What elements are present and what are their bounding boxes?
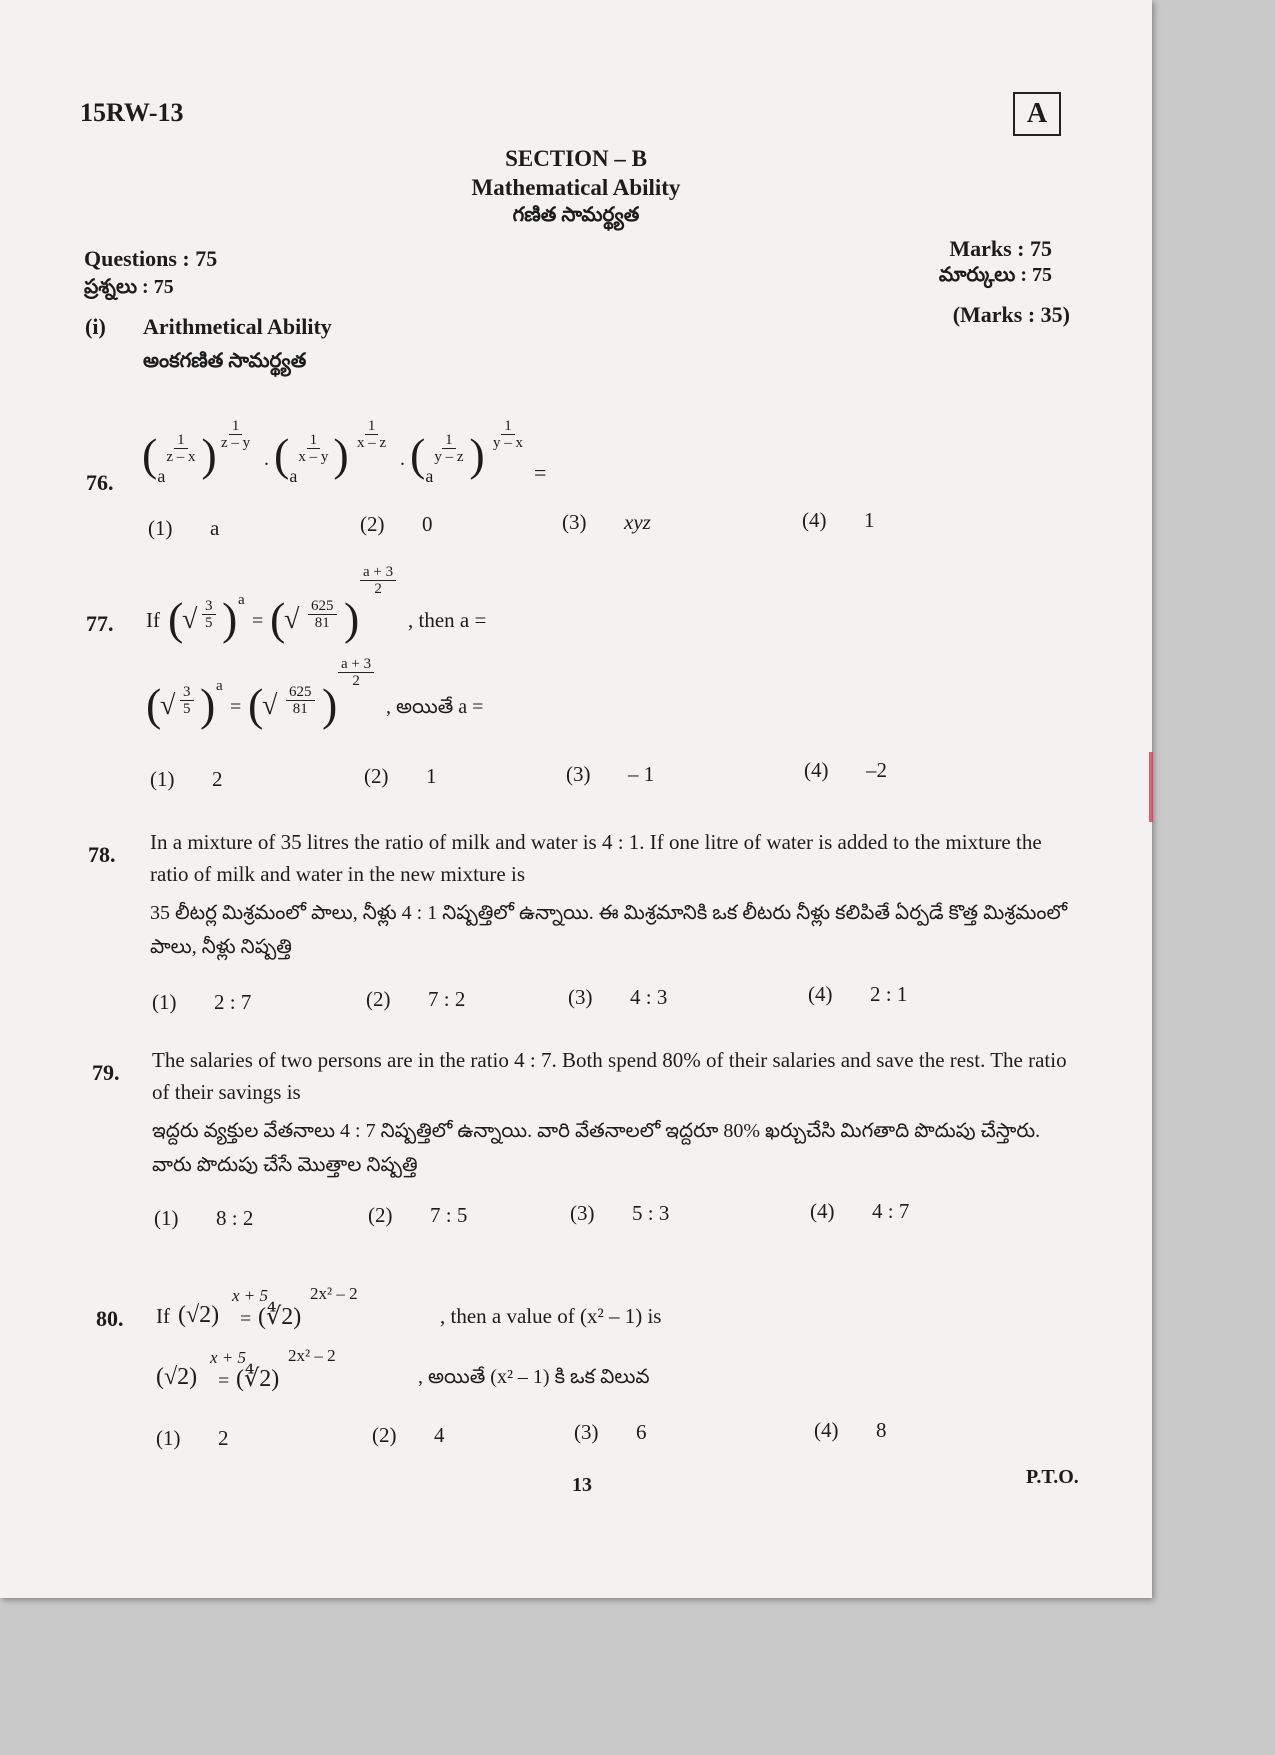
question-number: 79. bbox=[92, 1060, 120, 1085]
pto-label: P.T.O. bbox=[1026, 1466, 1079, 1488]
question-text-telugu: ఇద్దరు వ్యక్తుల వేతనాలు 4 : 7 నిష్పత్తిలో ఉన్నాయి. వారి వేతనాలలో ఇద్దరూ 80% ఖర్చుచేసి మిగతాది పొదుపు చేస్తారు. వారు పొదుపు చేసే మొత్తాల నిష్పత్తి bbox=[152, 1120, 1041, 1176]
question-number: 76. bbox=[86, 470, 114, 495]
question-number: 80. bbox=[96, 1306, 124, 1331]
option[interactable]: (2) 7 : 5 bbox=[368, 1203, 468, 1227]
option[interactable]: (2) 4 bbox=[372, 1423, 445, 1447]
question-80-expression-telugu: (√2) x + 5 = (∜2) 2x² – 2 , అయితే (x² – 1) కి ఒక విలువ bbox=[156, 1346, 650, 1392]
total-marks-telugu: మార్కులు : 75 bbox=[938, 264, 1052, 286]
option[interactable]: (2) 0 bbox=[360, 512, 433, 536]
question-77-expression-telugu: ( √ $\frac{3}{5}$ ) a = ( √ $\frac{625}{81}$ ) $\frac{a + 3}{2}$ , అయితే a = bbox=[146, 656, 484, 730]
option[interactable]: (1) 2 : 7 bbox=[152, 990, 252, 1014]
option[interactable]: (3) 4 : 3 bbox=[568, 985, 668, 1009]
option[interactable]: (3) 6 bbox=[574, 1420, 647, 1444]
part-marks: (Marks : 35) bbox=[952, 302, 1070, 327]
question-number: 78. bbox=[88, 842, 116, 867]
option[interactable]: (1) a bbox=[148, 516, 220, 540]
option[interactable]: (4) –2 bbox=[804, 758, 887, 782]
option[interactable]: (1) 2 bbox=[150, 767, 223, 791]
option[interactable]: (3) xyz bbox=[562, 510, 651, 534]
option[interactable]: (3) – 1 bbox=[566, 762, 655, 786]
part-title-telugu: అంకగణిత సామర్థ్యత bbox=[143, 350, 307, 372]
question-number: 77. bbox=[86, 611, 114, 636]
option[interactable]: (4) 8 bbox=[814, 1418, 887, 1442]
questions-count: Questions : 75 bbox=[84, 246, 218, 271]
part-title: Arithmetical Ability bbox=[143, 314, 332, 339]
paper-code: 15RW-13 bbox=[80, 98, 184, 127]
total-marks: Marks : 75 bbox=[949, 236, 1052, 261]
page-number: 13 bbox=[572, 1474, 592, 1496]
question-80-expression: If (√2) x + 5 = (∜2) 2x² – 2 , then a value of (x² – 1) is bbox=[156, 1284, 662, 1330]
subject-title-telugu: గణిత సామర్థ్యత bbox=[512, 204, 640, 226]
option[interactable]: (1) 2 bbox=[156, 1426, 229, 1450]
question-text: The salaries of two persons are in the ratio 4 : 7. Both spend 80% of their salaries and save the rest. The ratio of their savings is bbox=[152, 1048, 1067, 1104]
option[interactable]: (4) 4 : 7 bbox=[810, 1199, 910, 1223]
question-text-telugu: 35 లీటర్ల మిశ్రమంలో పాలు, నీళ్లు 4 : 1 నిష్పత్తిలో ఉన్నాయి. ఈ మిశ్రమానికి ఒక లీటరు నీళ్లు కలిపితే ఏర్పడే కొత్త మిశ్రమంలో పాలు, నీళ్లు నిష్పత్తి bbox=[150, 902, 1068, 958]
subject-title: Mathematical Ability bbox=[471, 175, 681, 200]
part-number: (i) bbox=[85, 314, 106, 339]
section-title: SECTION – B bbox=[505, 146, 647, 171]
option[interactable]: (2) 7 : 2 bbox=[366, 987, 466, 1011]
option[interactable]: (1) 8 : 2 bbox=[154, 1206, 254, 1230]
option[interactable]: (2) 1 bbox=[364, 764, 437, 788]
red-ink-mark bbox=[1149, 752, 1153, 822]
option[interactable]: (4) 2 : 1 bbox=[808, 982, 908, 1006]
question-77-expression: If ( √ $\frac{3}{5}$ ) a = ( √ $\frac{625}{81}$ ) $\frac{a + 3}{2}$ , then a = bbox=[146, 564, 487, 644]
questions-count-telugu: ప్రశ్నలు : 75 bbox=[84, 276, 174, 298]
option[interactable]: (4) 1 bbox=[802, 508, 875, 532]
question-text: In a mixture of 35 litres the ratio of milk and water is 4 : 1. If one litre of water is added to the mixture the ratio of milk and water in the new mixture is bbox=[150, 830, 1042, 886]
set-code-box: A bbox=[1013, 92, 1061, 136]
question-76-expression: ( $\frac{1}{z - x}$ a ) $\frac{1}{z - y}$ . ( $\frac{1}{x - y}$ a ) $\frac{1}{x - z}$ . ( $\frac{1}{y - z}$ a ) $\frac{1}{y - x}$ = bbox=[142, 418, 547, 486]
option[interactable]: (3) 5 : 3 bbox=[570, 1201, 670, 1225]
